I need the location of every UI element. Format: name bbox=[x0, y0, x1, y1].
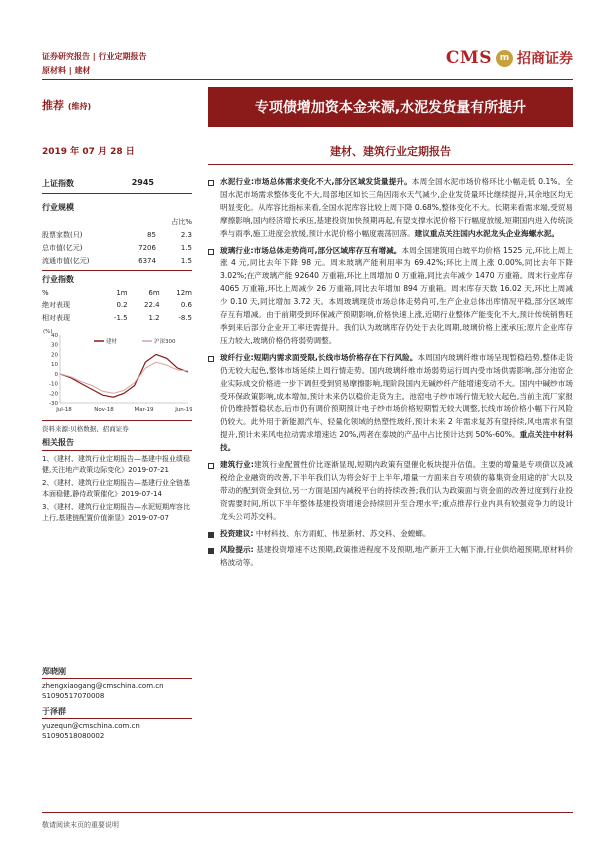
top-divider bbox=[42, 79, 573, 80]
index-row bbox=[42, 178, 192, 194]
para-tail: 重点关注中材科技。 bbox=[220, 430, 573, 453]
bullet-lead: 投资建议: bbox=[220, 528, 254, 538]
cell: 总市值(亿元) bbox=[42, 243, 83, 252]
bullet-lead: 风险提示: bbox=[220, 545, 254, 555]
para-lead: 玻纤行业:短期内需求面受限,长线市场价格存在下行风险。 bbox=[220, 352, 418, 362]
cell: % bbox=[42, 288, 49, 297]
cell: 1.2 bbox=[148, 313, 160, 322]
cell: 1.5 bbox=[180, 256, 192, 265]
related-item[interactable]: 3、《建材、建筑行业定期报告—水泥短期库容比上行,基建链配置价值渐显》2019-07-07 bbox=[42, 503, 190, 522]
bullet-investment bbox=[208, 528, 573, 541]
cell: 1.5 bbox=[180, 243, 192, 252]
chart-svg bbox=[42, 327, 192, 415]
cell: 6m bbox=[148, 288, 160, 297]
table-row bbox=[42, 241, 192, 254]
analyst-email[interactable]: yuzequn@cmschina.com.cn bbox=[42, 722, 140, 730]
y-axis-label: (%) bbox=[43, 329, 53, 335]
bullet-body: 中材科技、东方雨虹、伟星新材、苏交科、金螳螂。 bbox=[255, 528, 431, 538]
series-line-2 bbox=[60, 362, 188, 393]
cell: 22.4 bbox=[144, 300, 160, 309]
sidebar bbox=[42, 178, 192, 523]
para-body: 建筑行业配置性价比逐渐显现,短期内政策有望催化板块提升估值。主要的增量是专项债以及减税给企业融资的改善,下半年我们认为将会好于上半年,增量一方面来自专项债的募集资金用途的扩大以及带动的配到资金到位,另一方面是国内减税平台的持续改善;我们认为政策面与资金面的改善过度到行业投资需要时间,所以下半年整体基建投资增速会持续回升至合理水平;重点推荐行业内具有较强竞争力的设计龙头公司苏交科。 bbox=[220, 460, 573, 521]
cell: 相对表现 bbox=[42, 313, 70, 322]
analyst-id: S1090518080002 bbox=[42, 732, 105, 740]
divider bbox=[42, 270, 192, 271]
subtitle-divider bbox=[208, 164, 573, 165]
checkbox-icon bbox=[208, 249, 214, 255]
performance-chart bbox=[42, 327, 192, 417]
divider bbox=[42, 420, 192, 421]
table-header bbox=[42, 287, 192, 298]
index-value: 2945 bbox=[131, 178, 154, 187]
cell: -1.5 bbox=[113, 313, 128, 322]
paragraph-cement bbox=[208, 176, 573, 241]
table-row bbox=[42, 311, 192, 324]
para-tail: 建议重点关注国内水泥龙头企业海螺水泥。 bbox=[414, 228, 559, 238]
cell: 绝对表现 bbox=[42, 300, 70, 309]
analyst-name: 郑晓刚 bbox=[42, 667, 192, 679]
report-date: 2019 年 07 月 28 日 bbox=[42, 147, 135, 157]
logo-mark-icon: m bbox=[496, 50, 513, 67]
x-tick-label: Nov-18 bbox=[94, 407, 114, 413]
analyst-2 bbox=[42, 707, 192, 741]
cell: 1m bbox=[116, 288, 128, 297]
report-title: 专项债增加资本金来源,水泥发货量有所提升 bbox=[208, 87, 573, 127]
table-row bbox=[42, 298, 192, 311]
legend-label: 建材 bbox=[106, 339, 118, 345]
paragraph-fiberglass bbox=[208, 352, 573, 455]
footer-divider bbox=[42, 812, 573, 813]
y-tick-label: -30 bbox=[49, 401, 58, 407]
logo-en: CMS bbox=[445, 48, 492, 68]
x-tick-label: Mar-19 bbox=[134, 407, 154, 413]
cell: 股票家数(只) bbox=[42, 230, 83, 239]
bullet-risk bbox=[208, 544, 573, 570]
y-tick-label: 20 bbox=[51, 352, 58, 359]
paragraph-construction bbox=[208, 459, 573, 524]
related-item[interactable]: 1、《建材、建筑行业定期报告—基建中报业绩稳健,关注地产政策边际变化》2019-07-21 bbox=[42, 455, 190, 474]
x-tick-label: Jul-18 bbox=[56, 407, 72, 413]
cell: 流通市值(亿元) bbox=[42, 256, 90, 265]
y-tick-label: -10 bbox=[49, 381, 58, 388]
rating-sub: (维持) bbox=[67, 102, 92, 111]
cell: 6374 bbox=[138, 256, 156, 265]
report-type-line1: 证券研究报告 | 行业定期报告 bbox=[42, 52, 147, 61]
industry-table bbox=[42, 215, 192, 267]
related-heading: 相关报告 bbox=[42, 437, 192, 451]
para-lead: 建筑行业: bbox=[220, 460, 254, 470]
bullet-icon bbox=[208, 532, 214, 538]
main-body bbox=[208, 176, 573, 574]
cell: 85 bbox=[147, 230, 156, 239]
report-type-line2: 原材料 | 建材 bbox=[42, 66, 91, 75]
report-type bbox=[42, 50, 147, 78]
paragraph-glass bbox=[208, 245, 573, 348]
industry-heading: 行业规模 bbox=[42, 203, 74, 212]
checkbox-icon bbox=[208, 463, 214, 469]
para-lead: 水泥行业:市场总体需求变化不大,部分区域发货量提升。 bbox=[220, 177, 412, 186]
analyst-name: 于泽群 bbox=[42, 707, 192, 719]
para-body: 本周国内玻璃纤维市场呈现暂稳趋势,整体走货仍无较大起色,整体市场延续上周行情走势。国内玻璃纤维市场弱势运行周内受市场供需影响,部分池窑企业实际成交价格进一步下调但受到贸易摩擦影响,现阶段国内无碱纱纤产能增速变动不大。国内中碱纱市场受环保政策影响,成本增加,预计未来仍以稳价走货为主。池窑电子纱市场行情无较大起色,当前主流厂家报价仍维持暂稳状态,后市仍有调价预期预计电子纱市场价格短期暂无较大调整,长线市场价格小幅下行风险仍较大。此外用于新能源汽车、轻量化领域的热塑性玻纤,预计未来 2 年需求复苏有望持续,风电需求有望提升,预计未来风电拉动需求增速达 20%,两者在泰坡的产品中占比预计达到 50%-60%。 bbox=[220, 352, 573, 440]
company-logo bbox=[446, 48, 573, 68]
para-lead: 玻璃行业:市场总体走势尚可,部分区域库存互有增减。 bbox=[220, 245, 402, 255]
rating-label: 推荐 bbox=[42, 99, 64, 112]
x-tick-label: Jun-19 bbox=[175, 407, 192, 413]
perf-heading: 行业指数 bbox=[42, 275, 74, 284]
para-body: 本周全国建筑用白玻平均价格 1525 元,环比上周上涨 4 元,同比去年下降 98 元。周末玻璃产能利用率为 69.42%;环比上周上涨 0.00%,同比去年下降 3.02%;在产玻璃产能 92640 万重箱,环比上周增加 0 万重箱,同比去年减少 1470 万重箱。周末行业库存 4065 万重箱,环比上周减少 26 万重箱,同比去年增加 894 万重箱。周末库存天数 16.02 天,环比上周减少 0.10 天,同比增加 3.72 天。本周玻璃现货市场总体走势尚可,生产企业总体出库情况平稳,部分区域库存互有增减。由于前期受到环保减产预期影响,价格快速上涨,近期行业整体产能变化不大,预计传统销售旺季到来后部分企业开工率还需提升。我们认为玻璃库存仍处于去化周期,玻璃价格上涨承压;原片企业库存压力较大,玻璃价格仍将弱势调整。 bbox=[220, 245, 573, 345]
analyst-1 bbox=[42, 667, 192, 701]
perf-table bbox=[42, 287, 192, 324]
related-item[interactable]: 2、《建材、建筑行业定期报告—基建行业全链基本面稳健,静待政策催化》2019-07-14 bbox=[42, 479, 190, 498]
rating bbox=[42, 97, 91, 113]
checkbox-icon bbox=[208, 180, 214, 186]
y-tick-label: 0 bbox=[54, 371, 58, 378]
cell: 2.3 bbox=[180, 230, 192, 239]
analyst-id: S1090517070008 bbox=[42, 692, 105, 700]
cell: 12m bbox=[176, 288, 192, 297]
y-tick-label: 30 bbox=[51, 342, 58, 349]
index-label: 上证指数 bbox=[42, 179, 74, 188]
y-tick-label: 10 bbox=[51, 362, 58, 369]
cell: 0.2 bbox=[116, 300, 128, 309]
cell: 7206 bbox=[138, 243, 156, 252]
bullet-body: 基建投资增速不达预期,政策推进程度不及预期,地产新开工大幅下滑,行业供给超预期,原材料价格波动等。 bbox=[220, 545, 573, 568]
table-row bbox=[42, 228, 192, 241]
report-subtitle: 建材、建筑行业定期报告 bbox=[330, 145, 451, 158]
analyst-email[interactable]: zhengxiaogang@cmschina.com.cn bbox=[42, 682, 164, 690]
para-body: 本周全国水泥市场价格环比小幅走低 0.1%。全国水泥市场需求整体变化不大,局部地区如长三角因雨水天气减少,企业发货量环比继续提升,其余地区均无明显变化。从库容比指标来看,全国水泥库容比较上周下降 0.68%,整体变化不大。长期来看需求端,受贸易摩擦影响,国内经济增长承压,基建投资加快预期再起,有望支撑水泥价格下行幅度放缓,短期国内进入传统淡季与雨季,施工进度会放缓,预计水泥价格小幅度震荡回落。 bbox=[220, 177, 573, 238]
chart-source: 资料来源:贝格数据、招商证券 bbox=[42, 425, 129, 433]
legend-label: 沪深300 bbox=[154, 339, 176, 345]
footer-note: 敬请阅读末页的重要说明 bbox=[42, 821, 119, 829]
bullet-icon bbox=[208, 548, 214, 554]
table-row bbox=[42, 254, 192, 267]
industry-unit: 占比% bbox=[171, 217, 192, 226]
y-tick-label: 40 bbox=[51, 333, 58, 339]
checkbox-icon bbox=[208, 356, 214, 362]
y-tick-label: -20 bbox=[49, 391, 58, 398]
cell: 0.6 bbox=[180, 300, 192, 309]
logo-cn: 招商证券 bbox=[517, 51, 573, 67]
cell: -8.5 bbox=[178, 313, 192, 322]
